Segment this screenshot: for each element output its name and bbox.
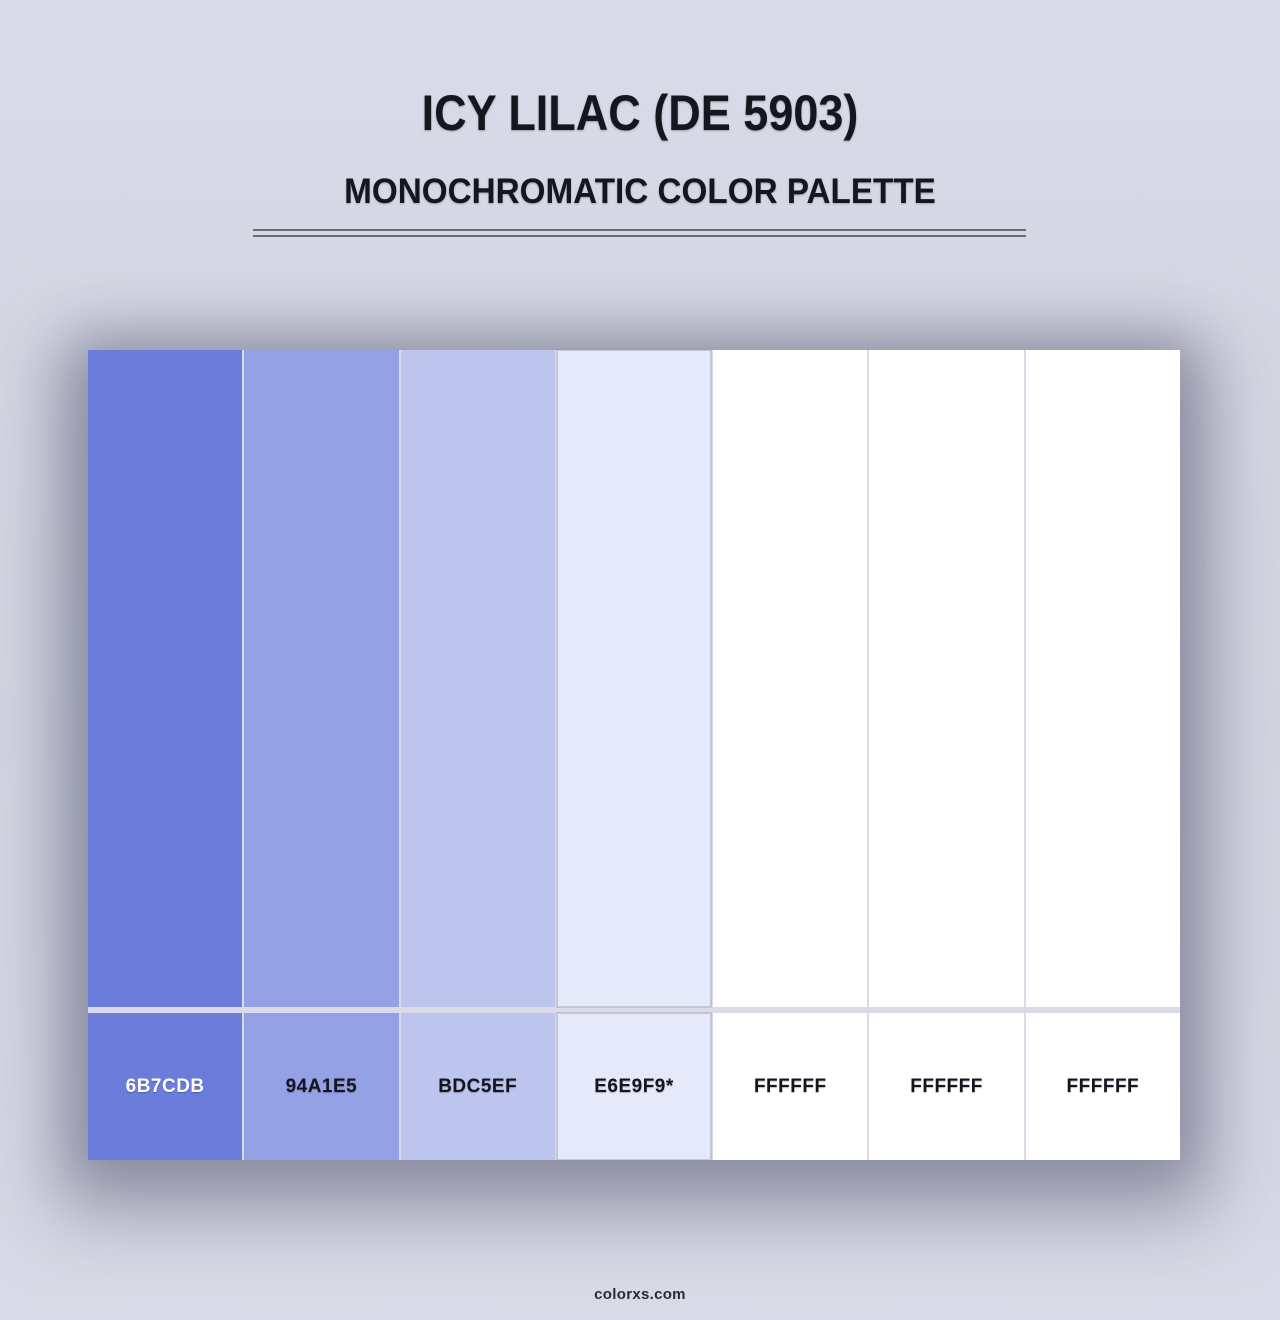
swatch-hex-text: FFFFFF [1066, 1075, 1140, 1097]
swatch-hex-text: E6E9F9* [594, 1075, 674, 1097]
swatch-label-cell [1026, 1013, 1180, 1160]
swatch-color-ffffff [713, 350, 867, 1007]
swatch-hex-text: 6B7CDB [125, 1075, 205, 1097]
swatch-color-94a1e5 [244, 350, 398, 1007]
swatch-color-6b7cdb [88, 350, 242, 1007]
swatch-label-cell [869, 1013, 1023, 1160]
swatch-label-cell [244, 1013, 398, 1160]
swatch-color-bdc5ef [401, 350, 555, 1007]
palette-grid [88, 350, 1180, 1160]
swatch-color-ffffff [1026, 350, 1180, 1007]
footer [0, 1286, 1280, 1303]
swatch-label-cell [557, 1013, 711, 1160]
swatch-label-cell [713, 1013, 867, 1160]
swatch-label-cell [401, 1013, 555, 1160]
page-title: ICY LILAC (DE 5903) [421, 85, 859, 141]
watermark-text: colorxs.com [594, 1286, 686, 1303]
swatch-color-e6e9f9 [557, 350, 711, 1007]
swatch-hex-text: 94A1E5 [285, 1075, 358, 1097]
swatch-color-ffffff [869, 350, 1023, 1007]
swatch-label-cell [88, 1013, 242, 1160]
swatch-hex-text: FFFFFF [910, 1075, 983, 1097]
header-divider [253, 229, 1026, 237]
swatch-hex-text: FFFFFF [753, 1075, 827, 1097]
swatch-hex-text: BDC5EF [438, 1075, 518, 1097]
page-subtitle: MONOCHROMATIC COLOR PALETTE [344, 172, 936, 211]
